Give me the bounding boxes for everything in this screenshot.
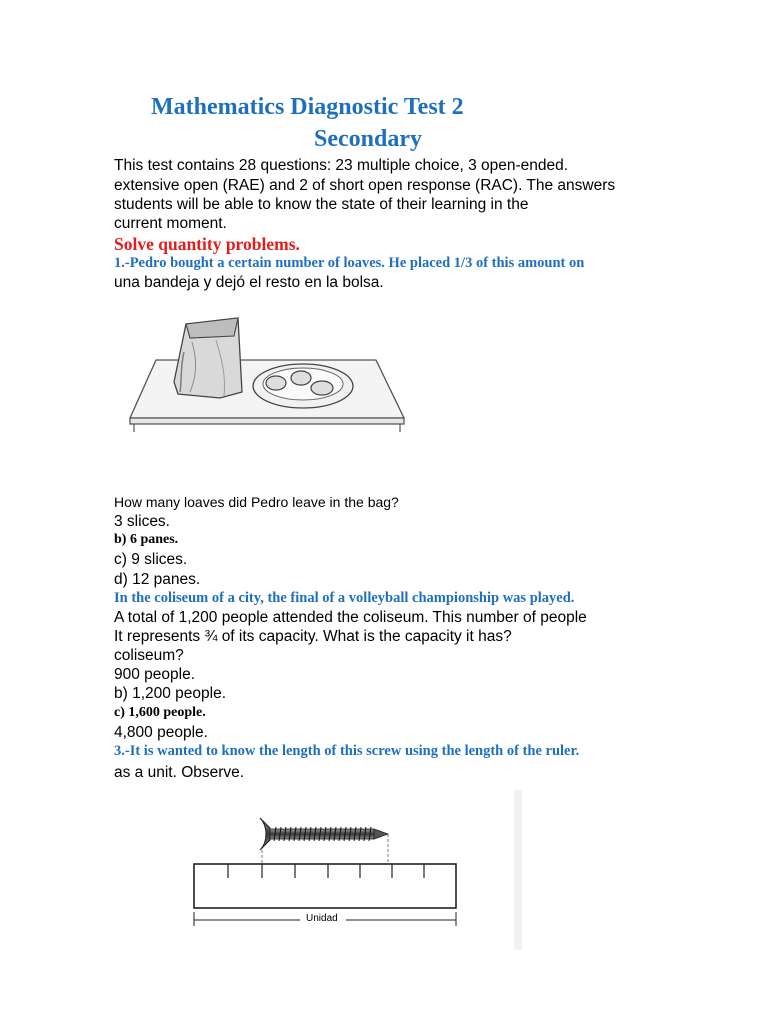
scan-edge-artifact <box>514 790 522 950</box>
q2-option-a: 900 people. <box>114 666 196 683</box>
document-subtitle: Secondary <box>314 126 422 152</box>
bread-table-illustration <box>126 312 416 434</box>
screw-icon <box>260 818 388 850</box>
q2-line-1: A total of 1,200 people attended the coliseum. This number of people <box>114 609 587 626</box>
intro-line-3: students will be able to know the state of their learning in the <box>114 196 529 213</box>
q1-prompt: 1.-Pedro bought a certain number of loaves. He placed 1/3 of this amount on <box>114 255 585 271</box>
q3-prompt-continued: as a unit. Observe. <box>114 764 245 781</box>
q2-option-d: 4,800 people. <box>114 724 208 741</box>
q2-line-3: coliseum? <box>114 647 184 664</box>
section-heading: Solve quantity problems. <box>114 234 300 254</box>
ruler-unit-label: Unidad <box>306 913 338 924</box>
q1-option-d: d) 12 panes. <box>114 571 201 588</box>
q3-prompt: 3.-It is wanted to know the length of this screw using the length of the ruler. <box>114 743 580 759</box>
q1-option-a: 3 slices. <box>114 513 170 530</box>
q1-option-b: b) 6 panes. <box>114 532 179 547</box>
q2-line-2: It represents ¾ of its capacity. What is the capacity it has? <box>114 628 512 645</box>
q1-option-c: c) 9 slices. <box>114 551 188 568</box>
q1-prompt-continued: una bandeja y dejó el resto en la bolsa. <box>114 274 384 291</box>
q2-option-c: c) 1,600 people. <box>114 705 206 720</box>
q2-option-b: b) 1,200 people. <box>114 685 227 702</box>
intro-line-1: This test contains 28 questions: 23 multiple choice, 3 open-ended. <box>114 157 569 174</box>
q2-prompt: In the coliseum of a city, the final of a volleyball championship was played. <box>114 590 575 606</box>
q1-question: How many loaves did Pedro leave in the bag? <box>114 494 399 510</box>
intro-line-4: current moment. <box>114 215 227 232</box>
document-title: Mathematics Diagnostic Test 2 <box>151 94 464 120</box>
intro-line-2: extensive open (RAE) and 2 of short open response (RAC). The answers <box>114 177 616 194</box>
